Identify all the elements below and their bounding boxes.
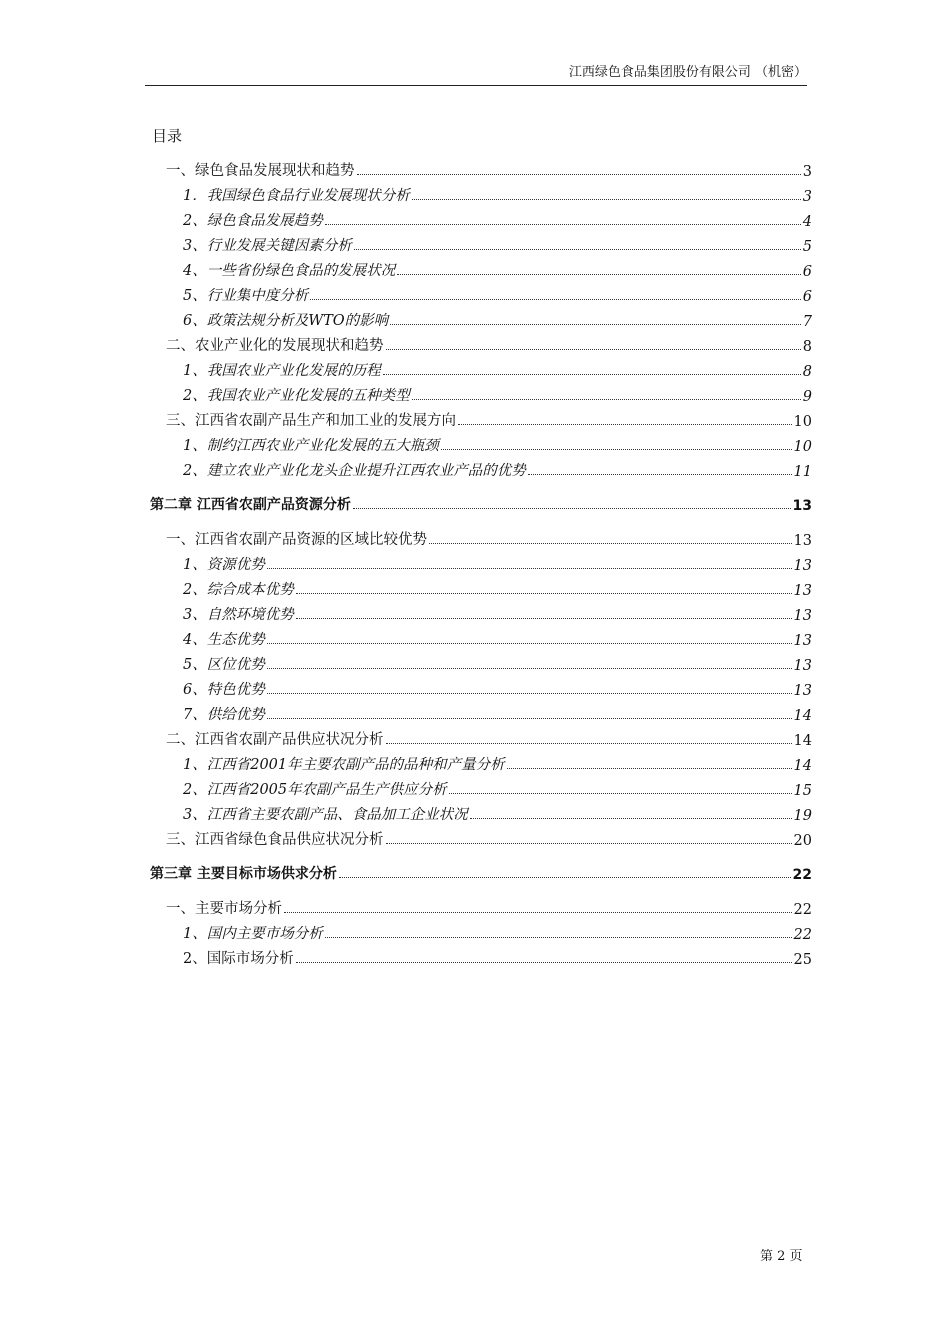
toc-entry-page: 25	[793, 952, 812, 968]
toc-entry-label: 1、资源优势	[183, 557, 265, 573]
toc-leader-dots	[339, 877, 791, 878]
toc-entry-page: 13	[793, 583, 812, 599]
toc-entry-page: 13	[793, 533, 812, 549]
toc-entry-label: 6、政策法规分析及WTO的影响	[183, 313, 389, 329]
toc-leader-dots	[267, 718, 792, 719]
toc-entry-subsection[interactable]	[150, 602, 812, 624]
toc-entry-label: 三、江西省农副产品生产和加工业的发展方向	[166, 413, 456, 429]
toc-leader-dots	[267, 568, 792, 569]
toc-leader-dots	[296, 593, 792, 594]
toc-entry-page: 6	[802, 289, 812, 305]
toc-entry-page: 3	[802, 189, 812, 205]
toc-entry-chapter-3[interactable]	[150, 861, 812, 883]
toc-entry-page: 3	[802, 164, 812, 180]
toc-entry-label: 7、供给优势	[183, 707, 265, 723]
toc-leader-dots	[507, 768, 792, 769]
toc-leader-dots	[386, 743, 792, 744]
toc-entry-page: 11	[793, 464, 812, 480]
toc-leader-dots	[357, 174, 801, 175]
toc-entry-page: 8	[802, 364, 812, 380]
toc-entry-section-2[interactable]	[150, 333, 812, 355]
toc-entry-subsection[interactable]	[150, 383, 812, 405]
toc-entry-page: 5	[802, 239, 812, 255]
toc-leader-dots	[325, 224, 801, 225]
toc-entry-label: 2、绿色食品发展趋势	[183, 213, 323, 229]
toc-entry-subsection[interactable]	[150, 308, 812, 330]
toc-entry-subsection[interactable]	[150, 652, 812, 674]
header-text: 江西绿色食品集团股份有限公司 （机密）	[568, 65, 807, 80]
toc-entry-label: 5、行业集中度分析	[183, 288, 309, 304]
toc-entry-section-1[interactable]	[150, 158, 812, 180]
toc-entry-label: 一、绿色食品发展现状和趋势	[166, 163, 355, 179]
page-header	[145, 64, 807, 86]
toc-entry-page: 22	[792, 867, 812, 883]
toc-entry-label: 2、江西省2005年农副产品生产供应分析	[183, 782, 447, 798]
toc-entry-subsection[interactable]	[150, 208, 812, 230]
toc-entry-chapter-2[interactable]	[150, 492, 812, 514]
toc-entry-label: 一、江西省农副产品资源的区域比较优势	[166, 532, 427, 548]
toc-entry-label: 3、江西省主要农副产品、食品加工企业状况	[183, 807, 468, 823]
toc-leader-dots	[528, 474, 792, 475]
toc-entry-label: 1、国内主要市场分析	[183, 926, 323, 942]
toc-leader-dots	[470, 818, 792, 819]
toc-entry-subsection[interactable]	[150, 283, 812, 305]
toc-entry-label: 3、自然环境优势	[183, 607, 294, 623]
toc-entry-page: 13	[793, 633, 812, 649]
toc-entry-page: 13	[793, 608, 812, 624]
toc-entry-label: 3、行业发展关键因素分析	[183, 238, 352, 254]
toc-entry-label: 三、江西省绿色食品供应状况分析	[166, 832, 384, 848]
toc-entry-subsection[interactable]	[150, 802, 812, 824]
toc-leader-dots	[353, 508, 791, 509]
toc-entry-subsection[interactable]	[150, 702, 812, 724]
toc-entry-section-1[interactable]	[150, 527, 812, 549]
toc-leader-dots	[412, 399, 801, 400]
toc-entry-section-2[interactable]	[150, 727, 812, 749]
toc-entry-label: 2、国际市场分析	[183, 951, 294, 967]
toc-leader-dots	[412, 199, 801, 200]
toc-entry-page: 7	[802, 314, 812, 330]
toc-entry-subsection[interactable]	[150, 458, 812, 480]
toc-entry-subsection[interactable]	[150, 946, 812, 968]
toc-entry-page: 4	[802, 214, 812, 230]
toc-entry-label: 2、综合成本优势	[183, 582, 294, 598]
toc-title: 目录	[152, 127, 183, 145]
toc-leader-dots	[267, 668, 792, 669]
toc-leader-dots	[296, 962, 792, 963]
toc-leader-dots	[390, 324, 801, 325]
toc-leader-dots	[325, 937, 792, 938]
toc-entry-subsection[interactable]	[150, 752, 812, 774]
toc-leader-dots	[310, 299, 801, 300]
toc-leader-dots	[386, 843, 792, 844]
toc-entry-label: 6、特色优势	[183, 682, 265, 698]
toc-entry-page: 13	[792, 498, 812, 514]
toc-entry-subsection[interactable]	[150, 577, 812, 599]
toc-entry-page: 13	[793, 658, 812, 674]
toc-entry-label: 第三章 主要目标市场供求分析	[150, 866, 337, 882]
toc-leader-dots	[449, 793, 792, 794]
toc-entry-subsection[interactable]	[150, 552, 812, 574]
toc-entry-label: 2、我国农业产业化发展的五种类型	[183, 388, 410, 404]
toc-entry-page: 6	[802, 264, 812, 280]
toc-leader-dots	[296, 618, 792, 619]
toc-entry-page: 13	[793, 683, 812, 699]
toc-leader-dots	[267, 643, 792, 644]
toc-entry-page: 14	[793, 758, 812, 774]
toc-leader-dots	[429, 543, 792, 544]
toc-entry-label: 1．我国绿色食品行业发展现状分析	[183, 188, 410, 204]
toc-leader-dots	[267, 693, 792, 694]
toc-entry-subsection[interactable]	[150, 627, 812, 649]
toc-entry-subsection[interactable]	[150, 258, 812, 280]
toc-entry-subsection[interactable]	[150, 183, 812, 205]
toc-leader-dots	[354, 249, 801, 250]
toc-entry-page: 10	[793, 414, 812, 430]
toc-entry-label: 4、生态优势	[183, 632, 265, 648]
toc-entry-label: 二、农业产业化的发展现状和趋势	[166, 338, 384, 354]
toc-entry-page: 15	[793, 783, 812, 799]
toc-entry-label: 一、主要市场分析	[166, 901, 282, 917]
toc-entry-page: 19	[793, 808, 812, 824]
page-number: 第 2 页	[760, 1249, 803, 1264]
toc-entry-page: 10	[793, 439, 812, 455]
toc-leader-dots	[397, 274, 801, 275]
toc-entry-subsection[interactable]	[150, 921, 812, 943]
toc-entry-page: 20	[793, 833, 812, 849]
toc-entry-label: 第二章 江西省农副产品资源分析	[150, 497, 351, 513]
toc-entry-page: 14	[793, 708, 812, 724]
toc-leader-dots	[284, 912, 792, 913]
toc-entry-page: 8	[802, 339, 812, 355]
toc-entry-label: 1、制约江西农业产业化发展的五大瓶颈	[183, 438, 439, 454]
toc-entry-label: 5、区位优势	[183, 657, 265, 673]
toc-entry-section-1[interactable]	[150, 896, 812, 918]
toc-entry-label: 4、一些省份绿色食品的发展状况	[183, 263, 396, 279]
toc-entry-page: 14	[793, 733, 812, 749]
toc-leader-dots	[458, 424, 792, 425]
toc-entry-label: 1、我国农业产业化发展的历程	[183, 363, 381, 379]
toc-leader-dots	[441, 449, 792, 450]
toc-entry-subsection[interactable]	[150, 358, 812, 380]
toc-entry-subsection[interactable]	[150, 233, 812, 255]
toc-entry-section-3[interactable]	[150, 408, 812, 430]
toc-entry-label: 1、江西省2001年主要农副产品的品种和产量分析	[183, 757, 505, 773]
toc-entry-page: 22	[793, 902, 812, 918]
toc-entry-page: 13	[793, 558, 812, 574]
toc-entry-label: 二、江西省农副产品供应状况分析	[166, 732, 384, 748]
toc-entry-page: 9	[802, 389, 812, 405]
toc-leader-dots	[383, 374, 801, 375]
toc-entry-subsection[interactable]	[150, 433, 812, 455]
toc-leader-dots	[386, 349, 801, 350]
toc-entry-label: 2、建立农业产业化龙头企业提升江西农业产品的优势	[183, 463, 526, 479]
toc-entry-subsection[interactable]	[150, 777, 812, 799]
toc-entry-page: 22	[793, 927, 812, 943]
toc-entry-subsection[interactable]	[150, 677, 812, 699]
toc-entry-section-3[interactable]	[150, 827, 812, 849]
